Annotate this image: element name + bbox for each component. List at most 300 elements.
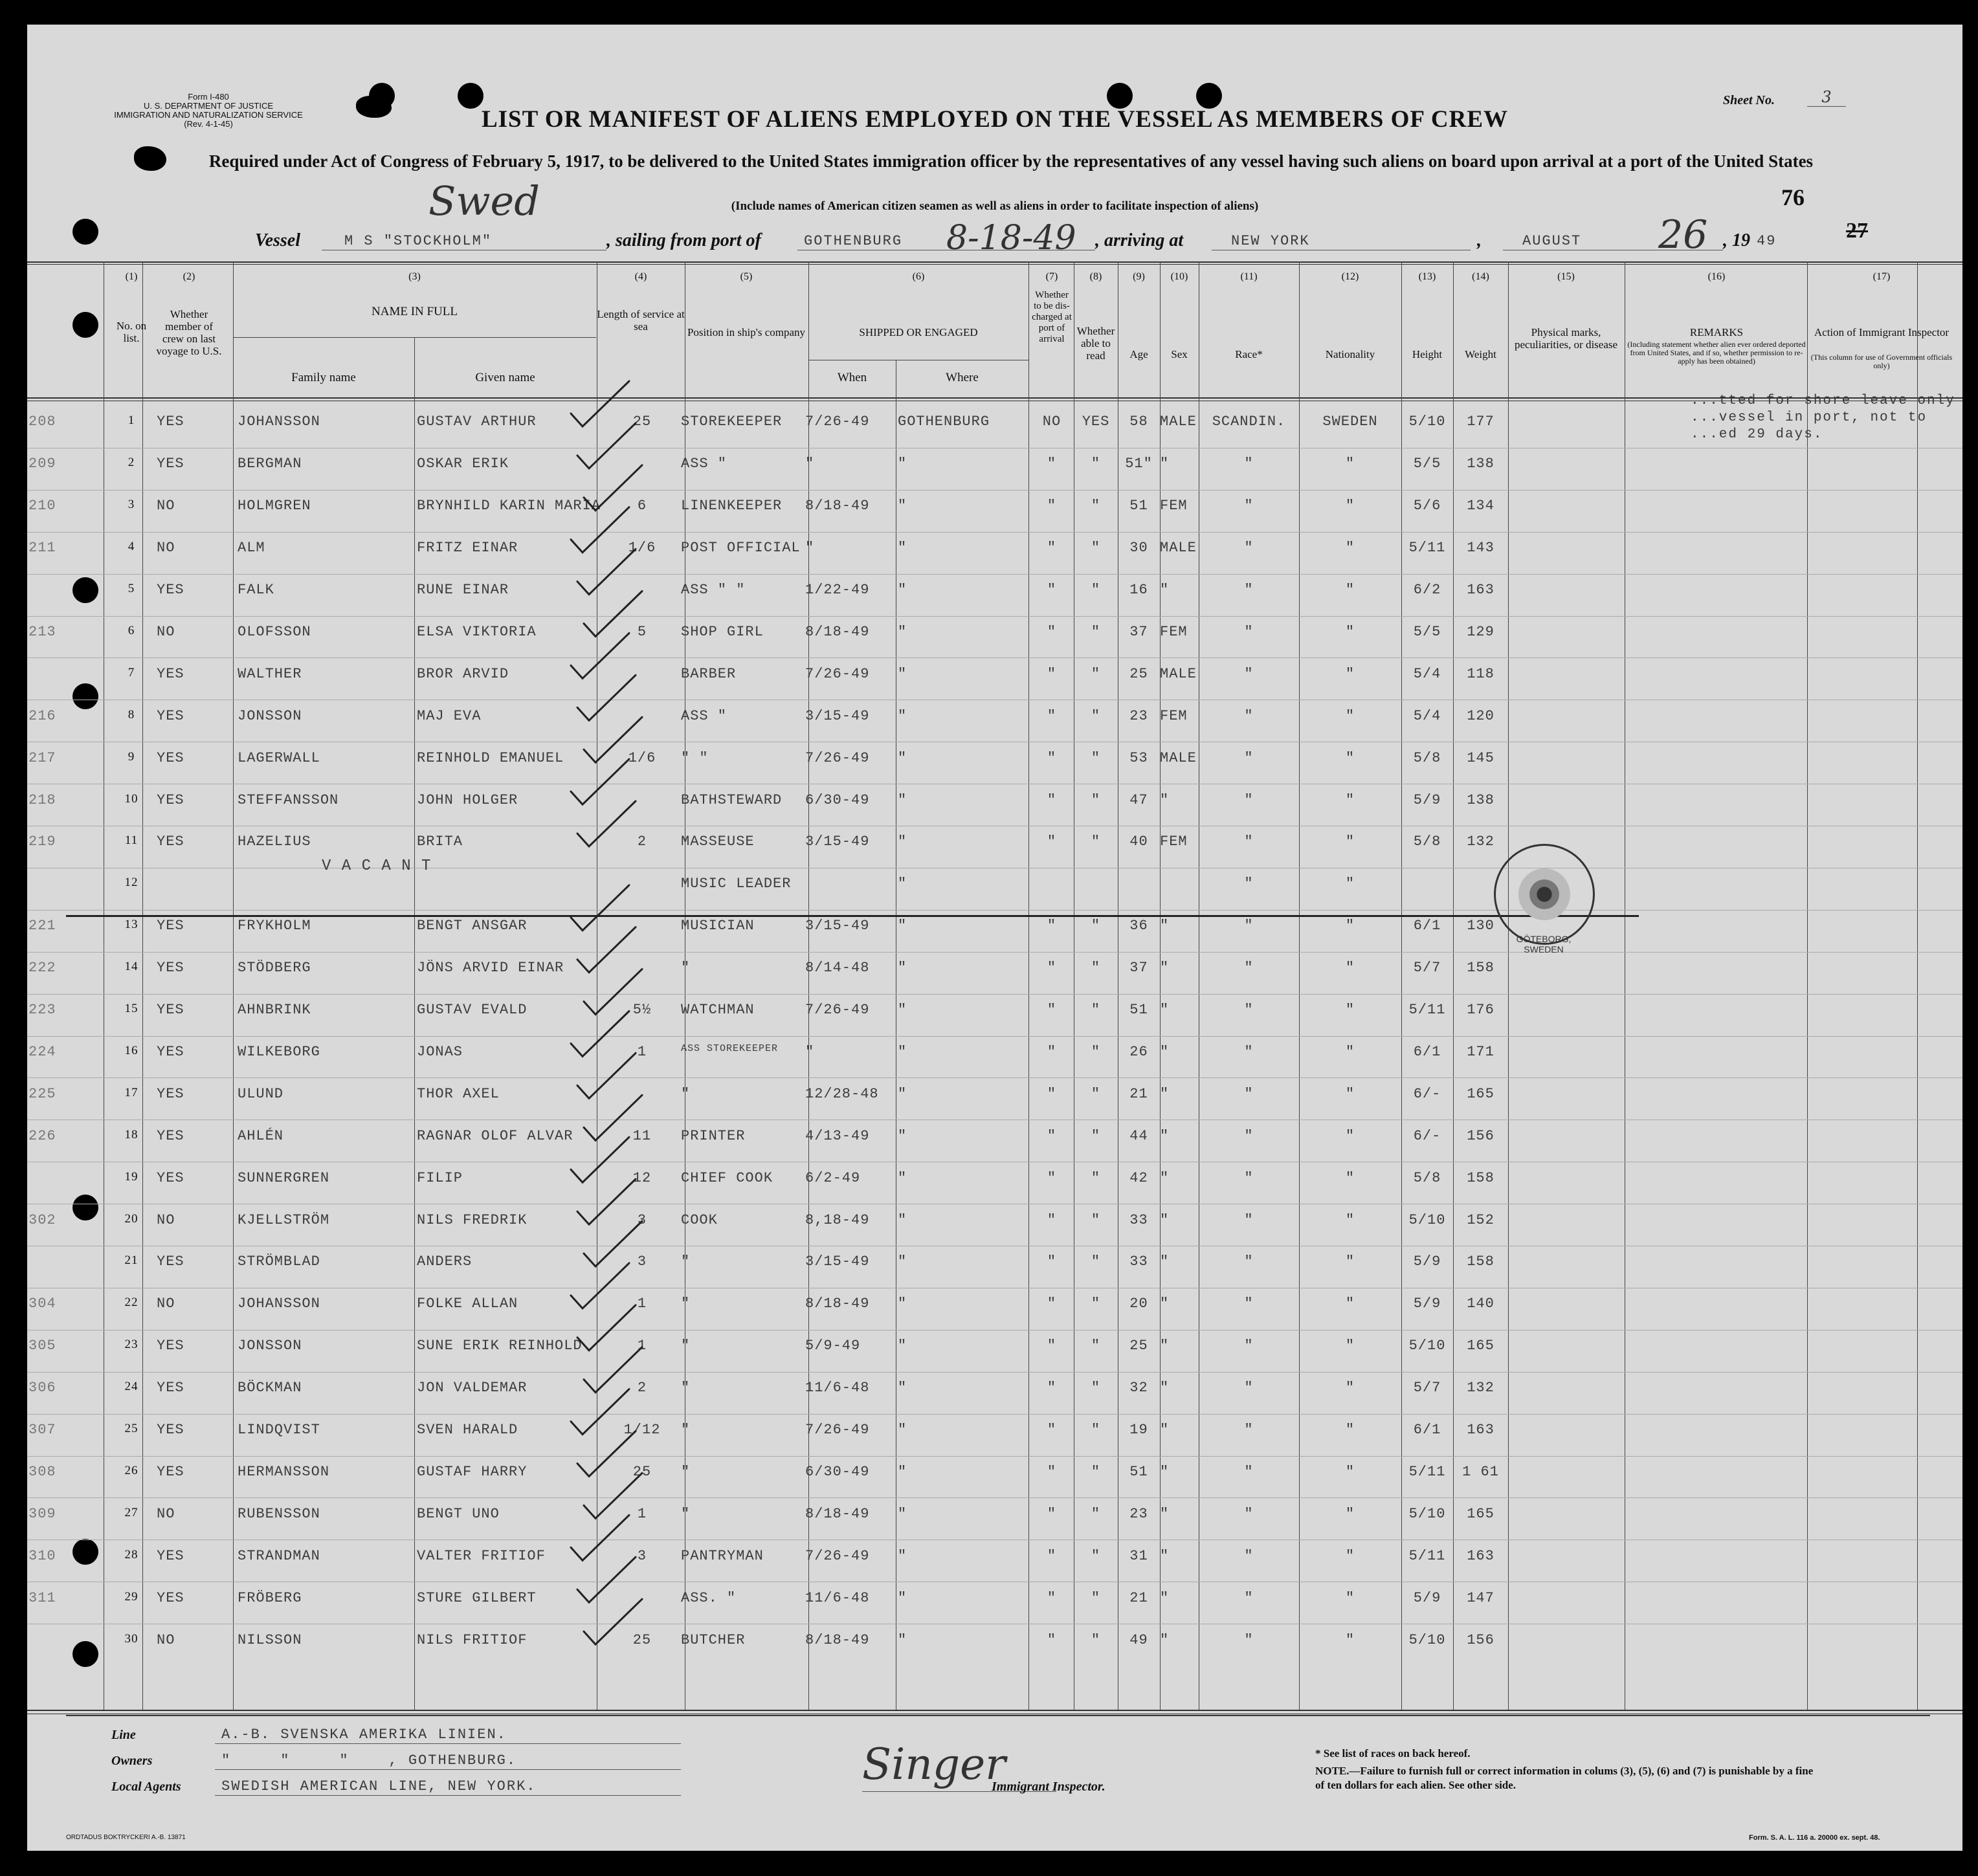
cell-nat: " [1345,833,1355,850]
cell-weight: 165 [1467,1505,1495,1522]
cell-member: YES [157,791,184,808]
cell-disch: " [1047,1589,1057,1606]
cell-weight: 158 [1467,1169,1495,1186]
cell-given: VALTER FRITIOF [417,1547,546,1564]
cell-member: YES [157,1589,184,1606]
cell-read: " [1091,749,1101,766]
header-shipped-or-engaged: SHIPPED OR ENGAGED [859,326,978,338]
cell-when: 3/15-49 [805,918,870,934]
check-marks [27,25,1962,1851]
cell-race: SCANDIN. [1212,414,1286,430]
cell-no: 16 [124,1043,139,1057]
cell-side: 219 [28,833,56,850]
cell-family: LAGERWALL [238,749,320,766]
cell-sex: FEM [1160,833,1188,850]
cell-side: 307 [28,1422,56,1439]
cell-given: ELSA VIKTORIA [417,623,537,640]
check-mark [577,1179,636,1224]
cell-where: " [898,623,907,640]
footer-line-label: Line [111,1728,136,1742]
cell-weight: 130 [1467,918,1495,934]
cell-position: STOREKEEPER [681,414,783,430]
check-mark [571,1011,629,1057]
cell-length: 11 [632,1127,652,1144]
cell-when: 7/26-49 [805,1422,870,1439]
header-weight: Weight [1465,348,1496,360]
cell-no: 15 [124,1002,139,1016]
cell-where: " [898,1547,907,1564]
cell-where: " [898,960,907,977]
manifest-sheet: Form I-480 U. S. DEPARTMENT OF JUSTICE IMMIGRATION AND NATURALIZATION SERVICE (Rev. 4-1-45) Sheet No. 3 LIST OR MANIFEST OF ALIENS EMPLOYED ON THE VESSEL AS MEMBERS OF CREW Required under Act of Congress of February 5, 1917, to be delivered to the United States immigration officer by the representatives of any vessel having such aliens on board upon arrival at a port of the United States (Include names of American citizen seamen as well as aliens in order to facilitate inspection of aliens) 76 27 Swed Vessel M S "STOCKHOLM" , sailing from port of GOTHENBURG 8-18-49 , arriving at NEW YORK , AUGUST 26 , 19 49 (1) (2) (3) (4) (5) (6) (7) (8) (9) (10) (11) (12) (13) (14) (15) (16) (17) No. on list. Whether member of crew on last voyage to U.S. NAME IN FULL Family name Given name Length of service at sea Position in ship's company SHIPPED OR ENGAGED When Where Whether to be dis-charged at port of arrival Whether able to read Age Sex Race* Nationality Height Weight Physical marks, peculiarities, or disease REMARKS (Including statement whether alien ever ordered deported from United States, and if so, whether permission to re-apply has been obtained) Action of Immigrant Inspector (This column for use of Government officials only) 208 1 YES JOHANSSON GUSTAV ARTHUR 25 STOREKEEPER 7/26-49 GOTHENBURG NO YES 58 MALE SCANDIN. SWEDEN 5/10 177 209 2 YES BERGMAN OSKAR ERIK ASS " " " " " 51" " " " 5/5 138 210 3 NO HOLMGREN BRYNHILD KARIN MARIA 6 LINENKEEPER 8/18-49 " " " 51 FEM " " 5/6 134 211 4 NO ALM FRITZ EINAR 1/6 POST OFFICIAL " " " " 30 MALE " " 5/11 143 5 YES FALK RUNE EINAR ASS " " 1/22-49 " " " 16 " " " 6/2 163 213 6 NO OLOFSSON ELSA VIKTORIA 5 SHOP GIRL 8/18-49 " " " 37 FEM " " 5/5 129 7 YES WALTHER BROR ARVID BARBER 7/26-49 " " " 25 MALE " " 5/4 118 216 8 YES JONSSON MAJ EVA ASS " 3/15-49 " " " 23 FEM " " 5/4 120 217 9 YES LAGERWALL REINHOLD EMANUEL 1/6 " " 7/26-49 " " " 53 MALE " " 5/8 145 218 10 YES STEFFANSSON JOHN HOLGER BATHSTEWARD 6/30-49 " " " 47 " " " 5/9 138 219 11 YES HAZELIUS BRITA 2 MASSEUSE 3/15-49 " " " 40 FEM " " 5/8 132 12 MUSIC LEADER " " " V A C A N T 221 13 YES FRYKHOLM BENGT ANSGAR MUSICIAN 3/15-49 " " " 36 " " " 6/1 130 222 14 YES STÖDBERG JÖNS ARVID EINAR " 8/14-48 " " " 37 " " " 5/7 158 223 15 YES AHNBRINK GUSTAV EVALD 5½ WATCHMAN 7/26-49 " " " 51 " " " 5/11 176 224 16 YES WILKEBORG JONAS 1 ASS STOREKEEPER " " " " 26 " " " 6/1 171 225 17 YES ULUND THOR AXEL " 12/28-48 " " " 21 " " " 6/- 165 226 18 YES AHLÉN RAGNAR OLOF ALVAR 11 PRINTER 4/13-49 " " " 44 " " " 6/- 156 19 YES SUNNERGREN FILIP 12 CHIEF COOK 6/2-49 " " " 42 " " " 5/8 158 302 20 NO KJELLSTRÖM NILS FREDRIK 3 COOK 8,18-49 " " " 33 " " " 5/10 152 21 YES STRÖMBLAD ANDERS 3 " 3/15-49 " " " 33 " " " 5/9 158 304 22 NO JOHANSSON FOLKE ALLAN 1 " 8/18-49 " " " 20 " " " 5/9 140 305 23 YES JONSSON SUNE ERIK REINHOLD 1 " 5/9-49 " " " 25 " " " 5/10 165 306 24 YES BÖCKMAN JON VALDEMAR 2 " 11/6-48 " " " 32 " " " 5/7 132 307 25 YES LINDQVIST SVEN HARALD 1/12 " 7/26-49 " " " 19 " " " 6/1 163 308 26 YES HERMANSSON GUSTAF HARRY 25 " 6/30-49 " " " 51 " " " 5/11 1 61 309 27 NO RUBENSSON BENGT UNO 1 " 8/18-49 " " " 23 " " " 5/10 165 310 28 YES STRANDMAN VALTER FRITIOF 3 PANTRYMAN 7/26-49 " " " 31 " " " 5/11 163 311 29 YES FRÖBERG STURE GILBERT ASS. " 11/6-48 " " " 21 " " " 5/9 147 30 NO NILSSON NILS FRITIOF 25 BUTCHER 8/18-49 " " " 49 " " " 5/10 156 ...tted for shore leave only ...vessel in port, not to ...ed 29 days. GÖTEBORG, SWEDEN Line A.-B. SVENSKA AMERIKA LINIEN. Owners " " " , GOTHENBURG. Local Agents SWEDISH AMERICAN LINE, NEW YORK. Singer Immigrant Inspector. * See list of races on back hereof. NOTE.—Failure to furnish full or correct information in colums (3), (5), (6) and (7) is punishable by a fine of ten dollars for each alien. See other side. ORDTADUS BOKTRYCKERI A.-B. 13871 Form. S. A. L. 116 a. 20000 ex. sept. 48. [27,25,1962,1851]
cell-family: NILSSON [238,1631,302,1648]
cell-given: FOLKE ALLAN [417,1296,518,1312]
cell-where: " [898,1463,907,1480]
cell-sex: " [1160,1422,1170,1439]
cell-read: " [1091,960,1101,977]
check-mark [577,801,636,846]
column-number: (11) [1240,271,1258,282]
cell-read: " [1091,833,1101,850]
cell-no: 26 [124,1463,139,1477]
inspector-label: Immigrant Inspector. [992,1780,1106,1794]
cell-when: 8/18-49 [805,623,870,640]
cell-read: " [1091,918,1101,934]
cell-given: BRYNHILD KARIN MARIA [417,498,601,514]
cell-where: " [898,1505,907,1522]
cell-member: YES [157,918,184,934]
cell-member: NO [157,1296,175,1312]
cell-read: " [1091,1043,1101,1060]
cell-race: " [1244,1380,1254,1396]
cell-race: " [1244,1043,1254,1060]
cell-position: WATCHMAN [681,1002,755,1019]
cell-read: " [1091,1085,1101,1102]
cell-member: NO [157,1631,175,1648]
cell-when: 3/15-49 [805,833,870,850]
cell-position: " [681,1296,691,1312]
cell-sex: " [1160,960,1170,977]
vessel-label: Vessel [255,230,300,250]
cell-member: YES [157,582,184,599]
cell-given: FRITZ EINAR [417,540,518,557]
arrival-port: NEW YORK [1231,233,1310,249]
cell-nat: " [1345,1253,1355,1270]
cell-height: 6/1 [1413,1043,1441,1060]
vacant-label: V A C A N T [322,857,432,876]
cell-read: " [1091,665,1101,682]
cell-when: 5/9-49 [805,1338,861,1354]
cell-member: NO [157,1211,175,1228]
cell-read: " [1091,1463,1101,1480]
cell-age: 33 [1129,1253,1148,1270]
cell-height: 5/9 [1413,1253,1441,1270]
cell-age: 19 [1129,1422,1148,1439]
year-prefix: , 19 [1723,230,1750,250]
cell-read: " [1091,791,1101,808]
footer-agents-value: SWEDISH AMERICAN LINE, NEW YORK. [221,1778,537,1794]
cell-sex: " [1160,1211,1170,1228]
cell-disch: " [1047,1127,1057,1144]
cell-sex: " [1160,1169,1170,1186]
cell-family: ALM [238,540,265,557]
cell-family: STEFFANSSON [238,791,339,808]
cell-race: " [1244,1547,1254,1564]
cell-age: 42 [1129,1169,1148,1186]
page-mark-76: 76 [1781,184,1805,210]
cell-family: HOLMGREN [238,498,311,514]
cell-position: " [681,1380,691,1396]
cell-age: 51" [1125,456,1153,472]
check-mark [584,1599,642,1644]
cell-position: " [681,1505,691,1522]
cell-read: " [1091,1422,1101,1439]
cell-age: 31 [1129,1547,1148,1564]
cell-member: YES [157,1463,184,1480]
cell-sex: FEM [1160,498,1188,514]
cell-position: MUSIC LEADER [681,876,792,892]
cell-height: 5/6 [1413,498,1441,514]
cell-length: 5½ [632,1002,652,1019]
cell-where: GOTHENBURG [898,414,990,430]
cell-nat: " [1345,1296,1355,1312]
cell-sex: " [1160,791,1170,808]
cell-when: 8/14-48 [805,960,870,977]
cell-side: 208 [28,414,56,430]
cell-family: WALTHER [238,665,302,682]
cell-nat: " [1345,456,1355,472]
cell-family: KJELLSTRÖM [238,1211,330,1228]
cell-disch: NO [1042,414,1061,430]
cell-family: RUBENSSON [238,1505,320,1522]
cell-position: ASS " [681,456,728,472]
cell-side: 310 [28,1547,56,1564]
cell-sex: " [1160,1043,1170,1060]
arrival-month: AUGUST [1522,233,1582,249]
cell-given: JON VALDEMAR [417,1380,528,1396]
cell-when: 11/6-48 [805,1589,870,1606]
cell-sex: " [1160,1463,1170,1480]
page-mark-27: 27 [1846,219,1868,243]
cell-sex: " [1160,1296,1170,1312]
cell-age: 51 [1129,1463,1148,1480]
cell-height: 5/9 [1413,791,1441,808]
cell-disch: " [1047,1043,1057,1060]
cell-race: " [1244,791,1254,808]
sheet-number: 3 [1807,88,1846,107]
cell-family: HAZELIUS [238,833,311,850]
cell-position: BARBER [681,665,737,682]
cell-no: 30 [124,1631,139,1646]
cell-weight: 156 [1467,1631,1495,1648]
cell-nat: " [1345,791,1355,808]
cell-age: 30 [1129,540,1148,557]
cell-nat: " [1345,1085,1355,1102]
header-no-on-list: No. on list. [116,320,147,344]
check-mark [584,591,642,637]
cell-weight: 165 [1467,1338,1495,1354]
cell-family: STRANDMAN [238,1547,320,1564]
cell-read: " [1091,540,1101,557]
cell-age: 21 [1129,1085,1148,1102]
cell-when: 8/18-49 [805,498,870,514]
cell-sex: " [1160,1505,1170,1522]
cell-disch: " [1047,540,1057,557]
cell-sex: " [1160,1253,1170,1270]
cell-no: 22 [124,1296,139,1310]
cell-race: " [1244,456,1254,472]
cell-member: YES [157,1422,184,1439]
cell-where: " [898,1085,907,1102]
cell-weight: 138 [1467,791,1495,808]
column-number: (12) [1341,271,1359,282]
cell-age: 20 [1129,1296,1148,1312]
cell-where: " [898,833,907,850]
cell-family: JOHANSSON [238,1296,320,1312]
cell-length: 25 [632,1463,652,1480]
check-mark [571,759,629,804]
cell-when: 11/6-48 [805,1380,870,1396]
document-subtitle: Required under Act of Congress of February 5, 1917, to be delivered to the United States immigration officer by the representatives of any vessel having such aliens on board upon arrival at a port of the United States [208,151,1814,171]
cell-nat: " [1345,1211,1355,1228]
cell-nat: " [1345,876,1355,892]
cell-member: YES [157,456,184,472]
footer-owners-label: Owners [111,1754,153,1768]
cell-given: SVEN HARALD [417,1422,518,1439]
cell-race: " [1244,1589,1254,1606]
cell-height: 5/10 [1408,1211,1446,1228]
check-mark [571,1137,629,1182]
check-mark [571,1389,629,1435]
footer-line-value: A.-B. SVENSKA AMERIKA LINIEN. [221,1727,507,1743]
cell-no: 4 [128,540,135,554]
cell-side: 221 [28,918,56,934]
cell-family: FRYKHOLM [238,918,311,934]
cell-age: 25 [1129,1338,1148,1354]
cell-race: " [1244,1211,1254,1228]
cell-no: 3 [128,498,135,512]
check-mark [584,1221,642,1266]
cell-position: ASS. " [681,1589,737,1606]
cell-no: 11 [124,833,139,848]
cell-member: YES [157,1127,184,1144]
cell-length: 1 [637,1296,647,1312]
cell-no: 6 [128,623,135,637]
header-sex: Sex [1171,348,1188,360]
cell-where: " [898,1589,907,1606]
cell-given: RAGNAR OLOF ALVAR [417,1127,573,1144]
cell-side: 225 [28,1085,56,1102]
cell-when: 12/28-48 [805,1085,879,1102]
cell-side: 305 [28,1338,56,1354]
cell-position: " [681,960,691,977]
cell-no: 29 [124,1589,139,1604]
cell-weight: 1 61 [1462,1463,1499,1480]
column-number: (10) [1170,271,1188,282]
cell-weight: 138 [1467,456,1495,472]
check-mark [577,675,636,720]
check-mark [571,507,629,553]
cell-race: " [1244,918,1254,934]
cell-family: FALK [238,582,274,599]
check-mark [571,1263,629,1308]
cell-where: " [898,665,907,682]
cell-sex: MALE [1160,749,1197,766]
cell-where: " [898,1338,907,1354]
cell-length: 12 [632,1169,652,1186]
cell-member: YES [157,414,184,430]
check-mark [584,1095,642,1140]
cell-age: 47 [1129,791,1148,808]
header-remarks: REMARKS [1689,326,1744,338]
cell-position: ASS STOREKEEPER [681,1043,779,1054]
cell-member: YES [157,707,184,724]
cell-race: " [1244,582,1254,599]
header-family-name: Family name [291,371,356,384]
cell-side: 210 [28,498,56,514]
cell-position: PANTRYMAN [681,1547,764,1564]
cell-age: 51 [1129,1002,1148,1019]
header-where: Where [946,371,979,384]
header-action: Action of Immigrant Inspector [1814,326,1950,338]
cell-family: WILKEBORG [238,1043,320,1060]
cell-weight: 145 [1467,749,1495,766]
cell-disch: " [1047,1169,1057,1186]
cell-age: 44 [1129,1127,1148,1144]
cell-read: " [1091,1547,1101,1564]
cell-read: " [1091,1127,1101,1144]
column-number: (9) [1133,271,1145,282]
check-mark [584,1347,642,1393]
cell-side: 311 [28,1589,56,1606]
cell-position: BATHSTEWARD [681,791,783,808]
cell-height: 5/5 [1413,456,1441,472]
cell-nat: " [1345,582,1355,599]
cell-family: ULUND [238,1085,284,1102]
cell-nat: " [1345,1127,1355,1144]
cell-where: " [898,456,907,472]
cell-given: ANDERS [417,1253,472,1270]
header-member-last-voyage: Whether member of crew on last voyage to U.S. [156,308,222,357]
cell-nat: " [1345,1169,1355,1186]
cell-position: BUTCHER [681,1631,746,1648]
cell-given: SUNE ERIK REINHOLD [417,1338,583,1354]
cell-given: JOHN HOLGER [417,791,518,808]
cell-disch: " [1047,456,1057,472]
cell-nat: " [1345,960,1355,977]
cell-weight: 147 [1467,1589,1495,1606]
cell-given: THOR AXEL [417,1085,500,1102]
check-mark [577,1431,636,1477]
cell-given: JÖNS ARVID EINAR [417,960,564,977]
cell-when: 6/30-49 [805,791,870,808]
cell-position: " [681,1422,691,1439]
cell-member: YES [157,1002,184,1019]
cell-no: 18 [124,1127,139,1142]
cell-given: GUSTAV EVALD [417,1002,528,1019]
cell-age: 53 [1129,749,1148,766]
column-number: (15) [1557,271,1575,282]
cell-race: " [1244,1002,1254,1019]
header-when: When [837,371,867,384]
cell-height: 5/11 [1408,540,1446,557]
cell-disch: " [1047,498,1057,514]
cell-disch: " [1047,1296,1057,1312]
cell-length: 1/12 [623,1422,661,1439]
footer-owners-value: " " " , GOTHENBURG. [221,1752,517,1769]
cell-where: " [898,1169,907,1186]
cell-position: " [681,1338,691,1354]
cell-age: 32 [1129,1380,1148,1396]
document-title: LIST OR MANIFEST OF ALIENS EMPLOYED ON THE VESSEL AS MEMBERS OF CREW [481,106,1509,133]
cell-position: LINENKEEPER [681,498,783,514]
cell-weight: 158 [1467,960,1495,977]
races-note: * See list of races on back hereof. [1315,1747,1471,1760]
header-position: Position in ship's company [687,326,806,338]
cell-disch: " [1047,1422,1057,1439]
cell-race: " [1244,1338,1254,1354]
cell-race: " [1244,749,1254,766]
cell-disch: " [1047,1338,1057,1354]
cell-length: 6 [637,498,647,514]
cell-no: 17 [124,1085,139,1099]
cell-where: " [898,582,907,599]
header-nationality: Nationality [1325,348,1375,360]
cell-nat: " [1345,1547,1355,1564]
cell-no: 8 [128,707,135,722]
cell-weight: 165 [1467,1085,1495,1102]
cell-height: 5/10 [1408,1631,1446,1648]
cell-weight: 176 [1467,1002,1495,1019]
cell-disch: " [1047,960,1057,977]
cell-weight: 143 [1467,540,1495,557]
cell-disch: " [1047,1085,1057,1102]
cell-no: 13 [124,918,139,932]
cell-race: " [1244,623,1254,640]
cell-nat: " [1345,707,1355,724]
cell-given: GUSTAV ARTHUR [417,414,537,430]
remarks-line-1: ...tted for shore leave only [1691,393,1955,408]
cell-read: " [1091,1338,1101,1354]
cell-where: " [898,540,907,557]
cell-position: " " [681,749,709,766]
cell-side: 224 [28,1043,56,1060]
cell-no: 12 [124,876,139,890]
cell-disch: " [1047,665,1057,682]
cell-nat: " [1345,665,1355,682]
cell-where: " [898,1002,907,1019]
cell-no: 2 [128,456,135,470]
cell-given: BROR ARVID [417,665,509,682]
cell-nat: " [1345,918,1355,934]
handwritten-swed: Swed [428,177,540,225]
cell-sex: " [1160,1631,1170,1648]
cell-side: 306 [28,1380,56,1396]
cell-disch: " [1047,1211,1057,1228]
cell-age: 36 [1129,918,1148,934]
cell-race: " [1244,707,1254,724]
cell-where: " [898,498,907,514]
cell-given: FILIP [417,1169,463,1186]
cell-height: 6/- [1413,1085,1441,1102]
cell-position: COOK [681,1211,718,1228]
cell-disch: " [1047,1253,1057,1270]
cell-where: " [898,1043,907,1060]
cell-age: 33 [1129,1211,1148,1228]
cell-when: 6/30-49 [805,1463,870,1480]
cell-nat: " [1345,540,1355,557]
cell-age: 51 [1129,498,1148,514]
header-action-note: (This column for use of Government officials only) [1810,353,1953,370]
